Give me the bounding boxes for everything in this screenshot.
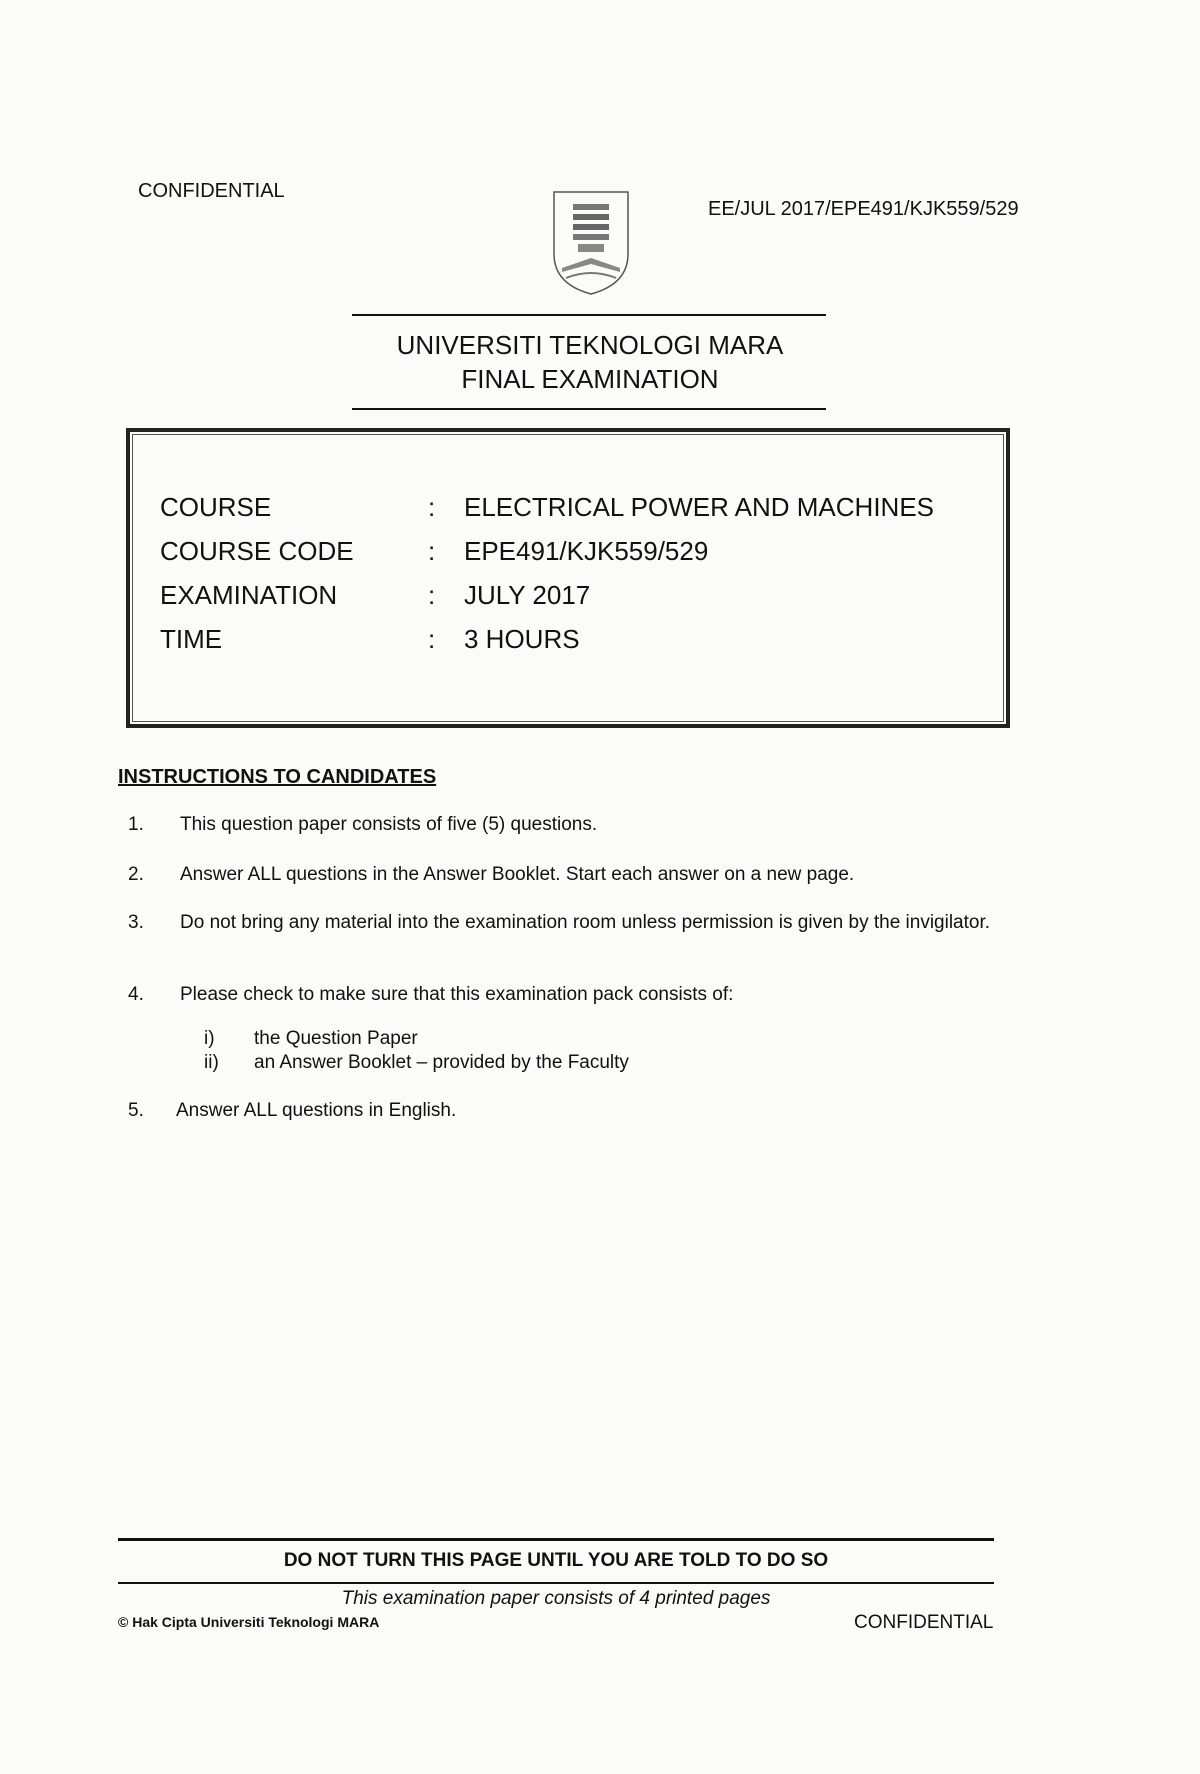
colon: :	[428, 580, 436, 610]
header-exam-code: EE/JUL 2017/EPE491/KJK559/529	[708, 198, 1019, 220]
instruction-number: 4.	[128, 984, 144, 1005]
instruction-number: 1.	[128, 814, 144, 835]
instruction-text: This question paper consists of five (5) questions.	[180, 814, 598, 835]
course-code-value: EPE491/KJK559/529	[464, 536, 709, 566]
do-not-turn-warning: DO NOT TURN THIS PAGE UNTIL YOU ARE TOLD TO DO SO	[283, 1550, 829, 1571]
course-info-box	[126, 428, 1010, 728]
title-bottom-rule	[352, 408, 826, 410]
instruction-number: 5.	[128, 1100, 144, 1121]
header-confidential: CONFIDENTIAL	[138, 180, 285, 202]
instructions-heading: INSTRUCTIONS TO CANDIDATES	[118, 766, 437, 788]
pack-item-number: ii)	[204, 1052, 219, 1073]
pack-item-text: the Question Paper	[254, 1028, 418, 1049]
footer-bottom-rule	[118, 1582, 994, 1584]
pack-item-number: i)	[204, 1028, 215, 1049]
title-block	[350, 328, 830, 396]
course-label: COURSE	[160, 492, 272, 522]
pack-item-text: an Answer Booklet – provided by the Faculty	[254, 1052, 629, 1073]
colon: :	[428, 492, 436, 522]
course-code-label: COURSE CODE	[160, 536, 354, 566]
instruction-number: 2.	[128, 864, 144, 885]
university-name: UNIVERSITI TEKNOLOGI MARA	[396, 330, 784, 360]
examination-label: EXAMINATION	[160, 580, 338, 610]
instruction-number: 3.	[128, 912, 144, 933]
page-count-note: This examination paper consists of 4 printed pages	[341, 1588, 771, 1609]
footer-top-rule	[118, 1538, 994, 1541]
instruction-text: Answer ALL questions in English.	[176, 1100, 457, 1121]
title-top-rule	[352, 314, 826, 316]
colon: :	[428, 536, 436, 566]
time-label: TIME	[160, 624, 223, 654]
colon: :	[428, 624, 436, 654]
time-value: 3 HOURS	[464, 624, 580, 654]
course-value: ELECTRICAL POWER AND MACHINES	[464, 492, 935, 522]
university-crest-icon	[548, 188, 634, 298]
instruction-text: Please check to make sure that this examination pack consists of:	[180, 984, 734, 1005]
exam-type: FINAL EXAMINATION	[461, 364, 719, 394]
instruction-text: Answer ALL questions in the Answer Booklet. Start each answer on a new page.	[180, 864, 855, 885]
copyright-notice: © Hak Cipta Universiti Teknologi MARA	[118, 1614, 380, 1630]
footer-confidential: CONFIDENTIAL	[854, 1612, 994, 1633]
examination-value: JULY 2017	[464, 580, 591, 610]
instruction-text: Do not bring any material into the examination room unless permission is given by the invigilator.	[180, 912, 991, 933]
